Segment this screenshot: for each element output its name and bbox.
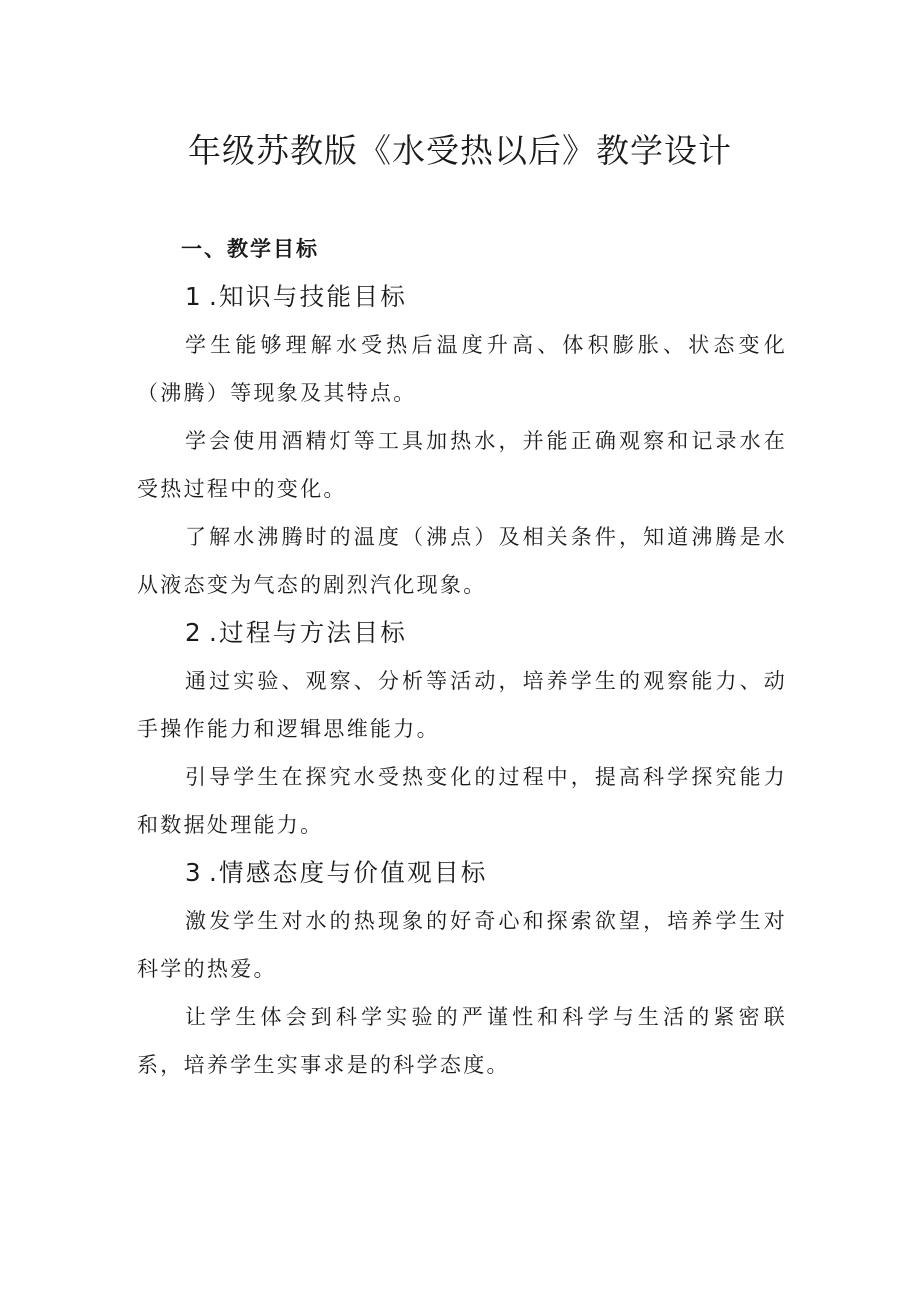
paragraph: 通过实验、观察、分析等活动，培养学生的观察能力、动手操作能力和逻辑思维能力。 bbox=[137, 669, 787, 741]
paragraph: 引导学生在探究水受热变化的过程中，提高科学探究能力和数据处理能力。 bbox=[137, 765, 787, 837]
subsection-number: 3 bbox=[185, 858, 203, 887]
paragraph: 了解水沸腾时的温度（沸点）及相关条件，知道沸腾是水从液态变为气态的剧烈汽化现象。 bbox=[137, 525, 787, 597]
paragraph: 让学生体会到科学实验的严谨性和科学与生活的紧密联系，培养学生实事求是的科学态度。 bbox=[137, 1005, 787, 1077]
paragraph: 学会使用酒精灯等工具加热水，并能正确观察和记录水在受热过程中的变化。 bbox=[137, 429, 787, 501]
subsection-heading-process-methods bbox=[137, 609, 787, 657]
section-heading-teaching-goals: 一、教学目标 bbox=[181, 237, 319, 261]
subsection-heading-attitude-values bbox=[137, 849, 787, 897]
paragraph: 学生能够理解水受热后温度升高、体积膨胀、状态变化（沸腾）等现象及其特点。 bbox=[137, 333, 787, 405]
subsection-number: 1 bbox=[185, 282, 203, 311]
subsection-label: .知识与技能目标 bbox=[208, 282, 408, 311]
subsection-heading-knowledge-skills bbox=[137, 273, 787, 321]
subsection-number: 2 bbox=[185, 618, 203, 647]
subsection-label: .过程与方法目标 bbox=[208, 618, 408, 647]
paragraph: 激发学生对水的热现象的好奇心和探索欲望，培养学生对科学的热爱。 bbox=[137, 909, 787, 981]
document-body bbox=[137, 225, 787, 1089]
document-title: 年级苏教版《水受热以后》教学设计 bbox=[188, 131, 732, 170]
subsection-label: .情感态度与价值观目标 bbox=[208, 858, 488, 887]
